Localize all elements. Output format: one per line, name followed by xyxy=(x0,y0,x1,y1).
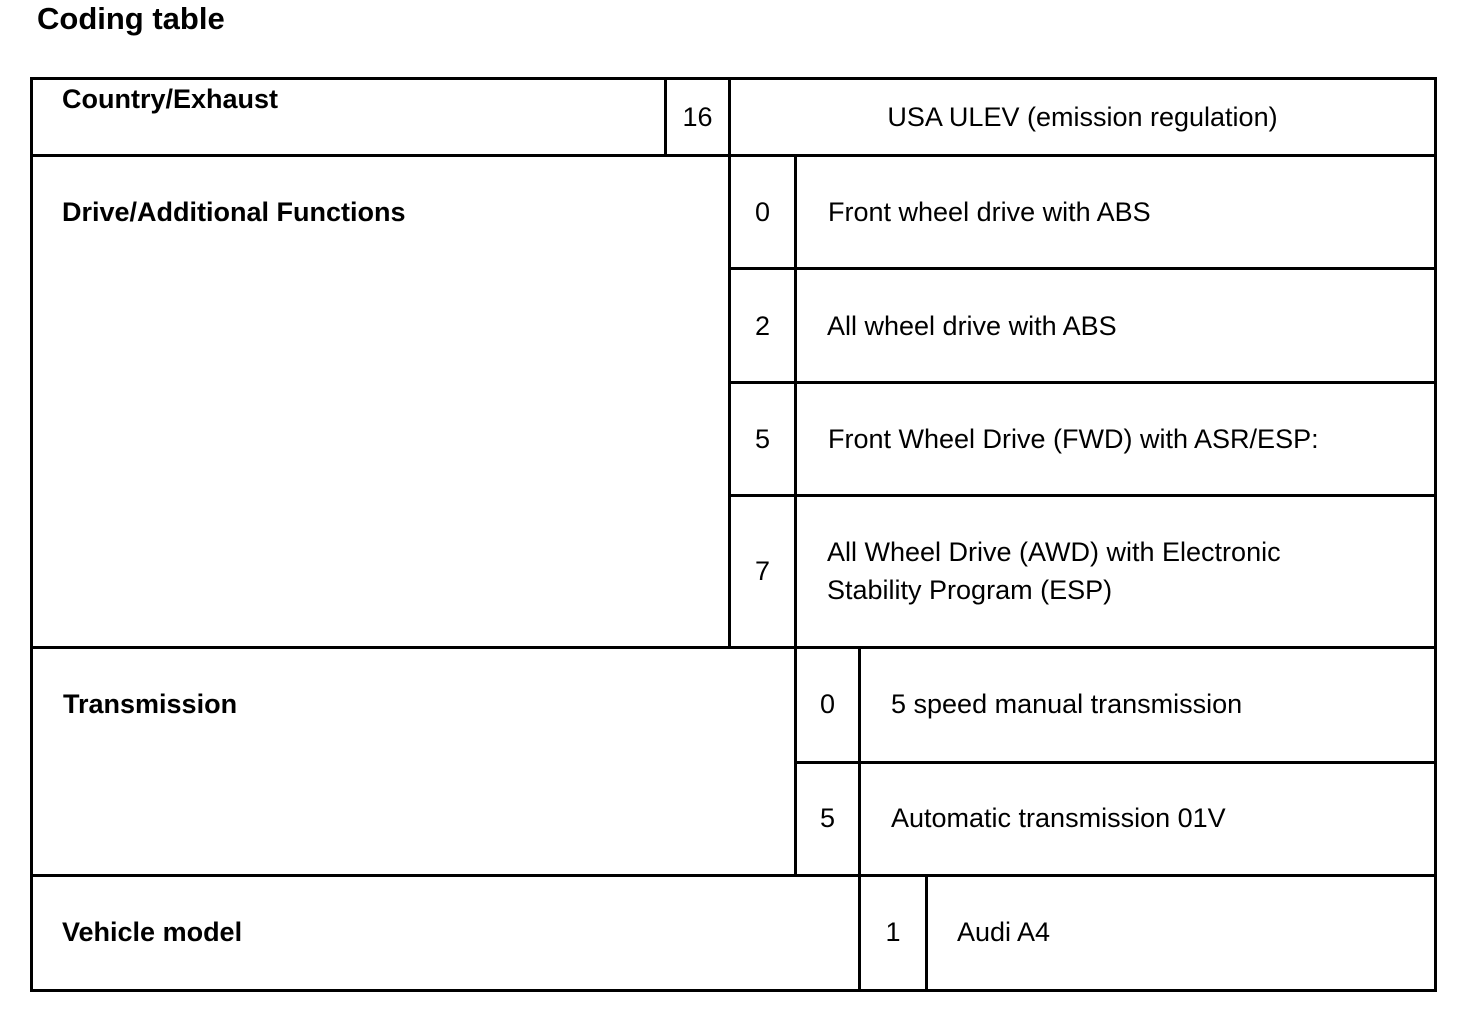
coding-table xyxy=(30,77,1437,992)
option-divider xyxy=(729,267,1437,270)
option-code: 2 xyxy=(754,311,771,341)
option-description: Front wheel drive with ABS xyxy=(828,197,1151,227)
option-divider xyxy=(729,494,1437,497)
section-label-transmission: Transmission xyxy=(63,689,238,719)
row-divider xyxy=(30,874,1437,877)
option-description-line2: Stability Program (ESP) xyxy=(827,575,1113,605)
section-label-vehicle-model: Vehicle model xyxy=(62,917,243,947)
option-code: 0 xyxy=(819,689,836,719)
option-divider xyxy=(795,761,1437,764)
option-description: Automatic transmission 01V xyxy=(891,803,1226,833)
option-description: Audi A4 xyxy=(957,917,1051,947)
table-border-left xyxy=(30,77,33,992)
option-code: 0 xyxy=(754,197,771,227)
option-description-line1: All Wheel Drive (AWD) with Electronic xyxy=(827,537,1281,567)
column-divider xyxy=(794,154,797,877)
table-border-right xyxy=(1434,77,1437,992)
page-title: Coding table xyxy=(37,1,225,36)
option-divider xyxy=(729,381,1437,384)
option-code: 16 xyxy=(682,102,713,132)
section-label-drive-functions: Drive/Additional Functions xyxy=(62,197,406,227)
option-code: 5 xyxy=(819,803,836,833)
option-description: Front Wheel Drive (FWD) with ASR/ESP: xyxy=(828,424,1319,454)
section-label-country-exhaust: Country/Exhaust xyxy=(62,84,279,114)
row-divider xyxy=(30,154,1437,157)
column-divider xyxy=(925,874,928,992)
table-border-bottom xyxy=(30,989,1437,992)
option-description: 5 speed manual transmission xyxy=(891,689,1243,719)
option-code: 7 xyxy=(754,556,771,586)
row-divider xyxy=(30,646,1437,649)
option-description: All wheel drive with ABS xyxy=(827,311,1117,341)
option-code: 5 xyxy=(754,424,771,454)
option-code: 1 xyxy=(885,917,901,947)
option-description: USA ULEV (emission regulation) xyxy=(887,102,1278,132)
